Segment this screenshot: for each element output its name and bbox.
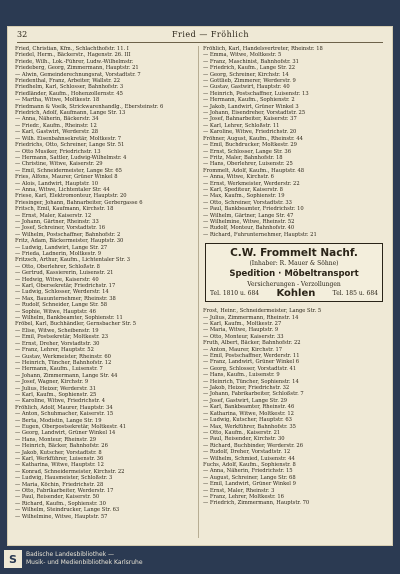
directory-entry: — Richard, Kaufm., Sophienstr. 30 <box>15 500 106 507</box>
frommelt-advertisement <box>205 243 383 302</box>
directory-entry: Friedmann & Voelk, Strickwarenhandlg., Ebersteinstr. 6 <box>15 103 164 110</box>
directory-entry: — Paul, Bankbeamter, Friedrichstr. 10 <box>203 206 304 213</box>
directory-entry: — Hans, Kaufm., Luisenstr. 9 <box>203 372 280 379</box>
directory-entry: Fritsch, Emil, Kaufmann, Kirchstr. 18 <box>15 206 114 213</box>
directory-entry: — Julius, Zimmermann, Rheinstr. 14 <box>203 314 299 321</box>
directory-entry: — Heinrich, Bäcker, Bahnhofstr. 26 <box>15 443 108 450</box>
directory-entry: — Otto, Monteur, Kaiserstr. 33 <box>203 333 284 340</box>
directory-entry: — Gottlieb, Zimmerer, Werderstr. 9 <box>203 78 296 85</box>
running-head: Fried — Fröhlich <box>172 30 249 39</box>
directory-entry: — Emil, Landwirt, Grüner Winkel 9 <box>203 481 296 488</box>
directory-entry: Friede, Wilh., Lok.-Führer, Ludw.-Wilhelmstr. <box>15 58 134 65</box>
directory-entry: — Karl, Obersekretär, Friedrichstr. 17 <box>15 283 116 290</box>
directory-entry: Fröhlich, Karl, Handelsvertreter, Rheinstr. 18 <box>203 46 323 52</box>
directory-entry: — Wilhelm, Steindrucker, Lange Str. 63 <box>15 507 120 514</box>
directory-entry: Friedeberg, Georg, Zimmermann, Hauptstr. 21 <box>15 65 139 72</box>
directory-entry: — Gertrud, Kassiererin, Luisenstr. 21 <box>15 270 114 277</box>
directory-entry: — Hermann, Sattler, Ludwig-Wilhelmstr. 4 <box>15 154 127 161</box>
directory-entry: — Heinrich, Tüncher, Sophienstr. 14 <box>203 378 299 385</box>
directory-entry: — Richard, Buchbinder, Werderstr. 26 <box>203 442 304 449</box>
directory-entry: — Martha, Witwe, Moltkestr. 18 <box>15 97 100 104</box>
directory-entry: — Karoline, Witwe, Friedrichstr. 20 <box>203 129 297 136</box>
directory-entry: — Sophie, Witwe, Hauptstr. 46 <box>15 308 96 315</box>
directory-entry: — Rudolf, Dreher, Vorstadtstr. 12 <box>203 449 291 456</box>
directory-entry: — Wilhelm, Postschaffner, Bahnhofstr. 2 <box>15 231 121 238</box>
directory-entry: — Heinrich, Postschaffner, Luisenstr. 13 <box>203 90 309 97</box>
directory-entry: — Wilhelmine, Witwe, Hauptstr. 57 <box>15 513 108 520</box>
directory-entry: Fritzsch, Arthur, Kaufm., Lichtentaler Str. 3 <box>15 257 131 264</box>
directory-entry: — Wilhelmine, Witwe, Rheinstr. 52 <box>203 218 295 225</box>
directory-entry: — Jakob, Landwirt, Grüner Winkel 3 <box>203 103 299 110</box>
directory-entry: — Friedrich, Kaufm., Lange Str. 22 <box>203 65 296 72</box>
directory-entry: — Friedrich, Zimmermann, Hauptstr. 70 <box>203 500 310 507</box>
directory-entry: Fries, Alfons, Maurer, Grüner Winkel 8 <box>15 174 118 181</box>
directory-entry: Fuchs, Adolf, Kaufm., Sophienstr. 8 <box>203 461 296 468</box>
ad-city: Kohlen <box>276 288 316 300</box>
directory-entry: — Karl, Bankbeamter, Rheinstr. 46 <box>203 404 295 411</box>
directory-entry: — Friedr., Kaufm., Rheinstr. 12 <box>15 122 97 129</box>
directory-entry: — Heinrich, Tüncher, Bahnhofstr. 12 <box>15 359 112 366</box>
directory-entry: Friedel, Herm., Bäckerstr., Hagenstr. 26. III <box>15 52 131 59</box>
directory-entry: — Johann, Fabrikarbeiter, Schloßstr. 7 <box>203 391 304 398</box>
ad-phone-right: Tel. 185 u. 684 <box>332 290 378 298</box>
directory-entry: — Frieda, Ladnerin, Moltkestr. 9 <box>15 251 102 257</box>
directory-entry: Friedhelm, Karl, Schlosser, Bahnhofstr. 3 <box>15 84 124 91</box>
directory-entry: Friesinger, Johann, Bahnarbeiter, Gerbergasse 6 <box>15 199 143 206</box>
directory-entry: — Karoline, Witwe, Friedrichstr. 4 <box>15 398 105 405</box>
header-rule <box>17 42 383 43</box>
directory-entry: — Franz, Lehrer, Hauptstr. 52 <box>15 347 94 354</box>
directory-entry: — Emil, Schneidermeister, Lange Str. 65 <box>15 167 122 174</box>
directory-entry: Fruth, Albert, Bäcker, Bahnhofstr. 22 <box>203 340 301 347</box>
directory-entry: — Josef, Schreiner, Vorstadtstr. 16 <box>15 225 106 232</box>
directory-entry: — Elise, Witwe, Scheibenstr. 19 <box>15 327 99 334</box>
directory-page <box>7 26 393 546</box>
directory-entry: — Anna, Näherin, Friedrichstr. 15 <box>203 468 293 475</box>
directory-entry: — Karl, Gastwirt, Werderstr. 28 <box>15 129 99 136</box>
directory-entry: — Paul, Reisender, Kaiserstr. 50 <box>15 494 100 501</box>
ad-extra: Versicherungen - Verzollungen <box>247 281 341 289</box>
directory-entry: — Anna, Näherin, Bäckerstr. 34 <box>15 116 99 123</box>
right-column-top-entries <box>203 46 385 238</box>
directory-entry: — Wilhelm, Gärtner, Lange Str. 47 <box>203 212 294 219</box>
directory-entry: — Karl, Spediteur, Kaiserstr. 8 <box>203 186 283 193</box>
directory-entry: Friedenthal, Franz, Arbeiter, Wallstr. 22 <box>15 78 121 85</box>
ad-phone-left: Tel. 1810 u. 684 <box>210 290 260 298</box>
directory-entry: — Alwin, Gemeinderechnungsrat, Vorstadtstr. 7 <box>15 71 141 78</box>
directory-entry: — Emma, Witwe, Moltkestr. 5 <box>203 52 282 59</box>
directory-entry: — Katharina, Witwe, Moltkestr. 12 <box>203 410 294 417</box>
directory-entry: — Georg, Schreiner, Kirchstr. 14 <box>203 71 289 78</box>
directory-entry: — Johann, Zimmermann, Lange Str. 44 <box>15 372 118 379</box>
library-logo-icon: S <box>4 550 22 568</box>
right-column-bottom-entries <box>203 308 385 507</box>
directory-entry: — Richard, Fuhrunternehmer, Hauptstr. 21 <box>203 231 317 238</box>
directory-entry: — Maria, Witwe, Hauptstr. 9 <box>203 327 279 334</box>
directory-entry: — Paul, Reisender, Kirchstr. 30 <box>203 436 285 443</box>
directory-entry: — Anton, Schuhmacher, Kaiserstr. 15 <box>15 411 114 418</box>
directory-entry: Friese, Karl, Elektromonteur, Hauptstr. 20 <box>15 193 127 200</box>
directory-entry: — Wilhelm, Schmied, Luisenstr. 44 <box>203 455 295 462</box>
directory-entry: — Karl, Kaufm., Moltkestr. 27 <box>203 321 282 327</box>
directory-entry: — Katharina, Witwe, Hauptstr. 12 <box>15 462 104 469</box>
directory-entry: — Hermann, Kaufm., Luisenstr. 7 <box>15 366 103 373</box>
directory-entry: — Wilh. Eisenbahnsekretär, Moltkestr. 7 <box>15 135 122 142</box>
directory-entry: — Ernst, Schlosser, Lange Str. 36 <box>203 148 292 155</box>
directory-entry: — Ernst, Werkmeister, Werderstr. 22 <box>203 180 300 187</box>
directory-entry: — Johann, Gärtner, Rheinstr. 33 <box>15 218 99 225</box>
directory-entry: — Ludwig, Hausmeister, Schloßstr. 3 <box>15 475 113 482</box>
directory-entry: — Gustav, Gastwirt, Hauptstr. 40 <box>203 84 290 91</box>
ad-firm-name: C.W. Frommelt Nachf. <box>230 247 358 260</box>
ad-contact-row <box>210 289 378 298</box>
directory-entry: Fritz, Adam, Bäckermeister, Hauptstr. 30 <box>15 238 124 245</box>
directory-entry: — Rudolf, Schneider, Lange Str. 58 <box>15 302 108 309</box>
directory-entry: — Hans, Monteur, Rheinstr. 29 <box>15 436 97 443</box>
directory-entry: — Ludwig, Schlosser, Werderstr. 14 <box>15 289 109 296</box>
directory-entry: — August, Schreiner, Lange Str. 68 <box>203 474 296 481</box>
directory-entry: — Ludwig, Kutscher, Hauptstr. 63 <box>203 417 292 424</box>
credit-line-2: Musik- und Medienbibliothek Karlsruhe <box>26 559 143 566</box>
directory-entry: — Johann, Eisendreher, Vorstadtstr. 25 <box>203 110 306 117</box>
library-credit <box>26 551 143 567</box>
directory-entry: — Fritz, Maler, Bahnhofstr. 18 <box>203 154 283 161</box>
page-header <box>17 30 383 42</box>
directory-entry: Friedrichs, Otto, Schreiner, Lange Str. 51 <box>15 142 125 149</box>
directory-entry: — Berta, Modistin, Lange Str. 19 <box>15 417 102 424</box>
directory-entry: — Max, Kaufm., Sophienstr. 19 <box>203 193 285 200</box>
directory-entry: — Anna, Witwe, Kirchstr. 6 <box>203 174 274 181</box>
directory-entry: — Rudolf, Monteur, Bahnhofstr. 40 <box>203 225 295 232</box>
directory-entry: — Maria, Köchin, Friedrichstr. 28 <box>15 481 104 488</box>
directory-entry: — Hedwig, Witwe, Kaiserstr. 40 <box>15 276 99 283</box>
column-divider <box>198 46 199 538</box>
ad-services: Spedition · Möbeltransport <box>229 269 359 280</box>
directory-entry: Friedländer, Kaufm., Hohenzollernstr. 45 <box>15 90 123 97</box>
scan-top-border <box>7 0 393 26</box>
library-footer <box>0 546 400 574</box>
directory-entry: — Ernst, Maler, Kaiserstr. 12 <box>15 212 92 219</box>
directory-entry: Fried, Christian, Kfm., Schlachthofstr. 11. I <box>15 46 129 52</box>
directory-entry: Fröhner, August, Kaufm., Rheinstr. 44 <box>203 135 303 142</box>
directory-entry: — Otto, Kaufm., Kaiserstr. 21 <box>203 429 281 436</box>
directory-entry: — Anton, Maurer, Kirchstr. 17 <box>203 346 283 353</box>
directory-entry: — Konrad, Schneidermeister, Kirchstr. 22 <box>15 468 125 475</box>
directory-entry: — Jakob, Kutscher, Vorstadtstr. 8 <box>15 449 102 456</box>
directory-entry: — Franz, Maschinist, Bahnhofstr. 31 <box>203 58 299 65</box>
directory-entry: — Emil, Postsekretär, Moltkestr. 23 <box>15 334 109 341</box>
directory-entry: — Ludwig, Landwirt, Lange Str. 27 <box>15 244 108 251</box>
directory-entry: Friedrich, Adolf, Kaufmann, Lange Str. 13 <box>15 110 126 117</box>
directory-entry: — Wilhelm, Bankbeamter, Sophienstr. 11 <box>15 315 123 322</box>
directory-entry: — Josef, Gastwirt, Lange Str. 29 <box>203 397 288 404</box>
right-column <box>203 46 385 507</box>
directory-entry: — Otto, Oberlehrer, Schloßstr. 8 <box>15 263 100 270</box>
directory-entry: — Alois, Landwirt, Hauptstr. 10 <box>15 180 99 187</box>
directory-entry: — Georg, Schlosser, Vorstadtstr. 41 <box>203 365 297 372</box>
directory-entry: — Julius, Heizer, Werderstr. 31 <box>15 385 97 392</box>
directory-entry: Frost, Heinr., Schneidermeister, Lange Str. 5 <box>203 308 322 315</box>
directory-entry: — Hermann, Kaufm., Sophienstr. 2 <box>203 97 295 104</box>
directory-entry: — Karl, Lehrer, Schloßstr. 11 <box>203 122 280 129</box>
directory-entry: — Josef, Wagner, Kirchstr. 9 <box>15 379 89 386</box>
directory-entry: — Max, Werkführer, Bahnhofstr. 35 <box>203 423 296 430</box>
directory-entry: — Gustav, Werkmeister, Rheinstr. 60 <box>15 353 111 360</box>
directory-entry: — Ernst, Maler, Rheinstr. 3 <box>203 487 275 494</box>
directory-entry: — Eugen, Oberpostsekretär, Moltkestr. 41 <box>15 423 127 430</box>
directory-entry: — Franz, Landwirt, Grüner Winkel 6 <box>203 359 300 366</box>
directory-entry: — Otto, Fabrikarbeiter, Werderstr. 17 <box>15 488 114 495</box>
directory-entry: — Anna, Witwe, Lichtentaler Str. 44 <box>15 186 110 193</box>
directory-entry: — Hans, Oberlehrer, Luisenstr. 25 <box>203 161 293 168</box>
directory-entry: Fröbel, Karl, Buchhändler, Gernsbacher Str. 5 <box>15 321 137 328</box>
directory-entry: — Christine, Witwe, Kaiserstr. 29 <box>15 161 103 168</box>
directory-entry: — Emil, Postschaffner, Werderstr. 11 <box>203 353 300 360</box>
directory-entry: — Otto, Schreiner, Vorstadtstr. 33 <box>203 199 292 206</box>
credit-line-1: Badische Landesbibliothek — <box>26 551 115 558</box>
directory-entry: — Ernst, Dreher, Vorstadtstr. 30 <box>15 340 100 347</box>
directory-entry: Frommelt, Adolf, Kaufm., Hauptstr. 48 <box>203 167 305 174</box>
directory-entry: — Karl, Kaufm., Sophienstr. 25 <box>15 391 97 398</box>
directory-entry: Fröhlich, Adolf, Maurer, Hauptstr. 34 <box>15 404 113 411</box>
directory-entry: — Max, Bauunternehmer, Rheinstr. 38 <box>15 295 116 302</box>
directory-entry: — Josef, Bahnarbeiter, Kaiserstr. 37 <box>203 116 297 123</box>
directory-entry: — Franz, Lehrer, Moltkestr. 16 <box>203 493 284 500</box>
directory-entry: — Georg, Landwirt, Grüner Winkel 14 <box>15 430 116 437</box>
directory-entry: — Karl, Werkführer, Luisenstr. 36 <box>15 456 104 462</box>
page-number: 32 <box>17 30 28 39</box>
directory-entry: — Emil, Buchdrucker, Moltkestr. 29 <box>203 142 297 149</box>
left-column <box>15 46 197 520</box>
directory-entry: — Otto Musiker, Friedrichstr. 13 <box>15 148 101 155</box>
ad-owners: (Inhaber: R. Mauer & Söhne) <box>249 260 339 268</box>
directory-entry: — Jakob, Heizer, Friedrichstr. 32 <box>203 385 290 392</box>
